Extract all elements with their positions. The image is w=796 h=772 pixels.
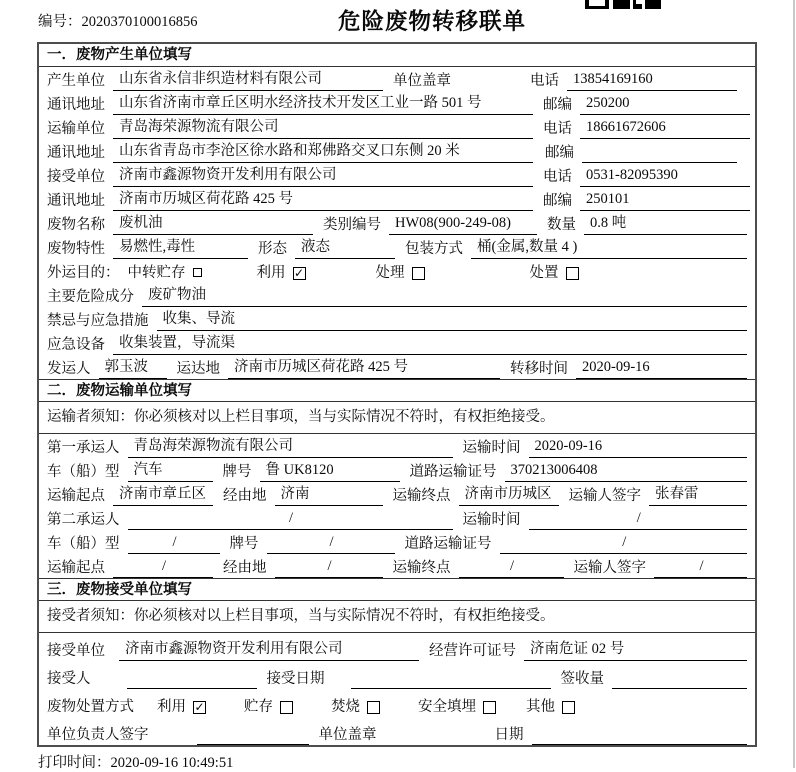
- field-label: 经营许可证号: [429, 643, 516, 659]
- field-label: 单位盖章: [393, 73, 451, 89]
- checkbox-label: 安全填埋: [418, 699, 476, 715]
- field-value: 液态: [295, 238, 395, 259]
- qr-block: [585, 0, 609, 9]
- field-value: /: [113, 557, 213, 578]
- field-value: 济南市历城区荷花路 425 号: [113, 190, 533, 211]
- form-row: [47, 187, 747, 211]
- field-label: 牌号: [229, 536, 259, 552]
- checkbox-field: [157, 698, 206, 717]
- field-label: 通讯地址: [47, 193, 105, 209]
- checkbox-unchecked-icon: [193, 268, 202, 277]
- form-row: [47, 554, 747, 578]
- field-label: 车（船）型: [47, 536, 120, 552]
- field-value: 济南市章丘区: [113, 485, 213, 506]
- field-value: 废矿物油: [142, 286, 747, 307]
- checkbox-label: 其他: [526, 699, 555, 715]
- field-value: 370213006408: [505, 461, 748, 482]
- field-value: /: [267, 533, 395, 554]
- form-row: [47, 139, 747, 163]
- field-value: 250101: [580, 190, 750, 211]
- field-label: 第二承运人: [47, 512, 120, 528]
- form-row: [47, 506, 747, 530]
- field-value: [582, 143, 737, 163]
- form-row: [47, 115, 747, 139]
- checkbox-field: [530, 264, 579, 283]
- section-2-heading: 二．废物运输单位填写: [39, 379, 755, 402]
- field-label: 运输终点: [392, 560, 451, 576]
- field-label: 单位负责人签字: [47, 727, 149, 743]
- checkbox-label: 焚烧: [331, 699, 360, 715]
- field-value: [127, 669, 257, 689]
- field-value: [532, 725, 748, 745]
- checkbox-unchecked-icon: [280, 701, 293, 714]
- field-value: /: [128, 509, 453, 530]
- field-label: 发运人: [47, 361, 91, 377]
- field-value: 18661672606: [580, 118, 750, 139]
- form-title: 危险废物转移联单: [337, 9, 526, 34]
- field-label: 电话: [530, 73, 559, 89]
- field-value: /: [500, 533, 748, 554]
- field-value: 郭玉波: [99, 358, 167, 379]
- checkbox-unchecked-icon: [566, 267, 579, 280]
- field-value: 济南市历城区荷花路 425 号: [228, 358, 500, 379]
- field-label: 接受人: [47, 671, 91, 687]
- form-row: [47, 259, 747, 283]
- field-value: 济南市鑫源物资开发利用有限公司: [113, 166, 533, 187]
- section-1-heading: 一．废物产生单位填写: [39, 44, 755, 67]
- checkbox-field: [376, 264, 425, 283]
- form-table: [37, 42, 757, 747]
- field-value: /: [529, 509, 748, 530]
- field-label: 电话: [543, 121, 572, 137]
- form-row: [47, 91, 747, 115]
- field-value: 收集装置，导流渠: [113, 334, 747, 355]
- field-value: 张春雷: [649, 485, 747, 506]
- qr-block: [613, 0, 630, 9]
- field-value: /: [459, 557, 564, 578]
- field-label: 运输人签字: [568, 488, 641, 504]
- field-label: 运输起点: [47, 488, 105, 504]
- form-row: [47, 355, 747, 379]
- field-label: 第一承运人: [47, 440, 120, 456]
- section-3-notice: 接受者须知：你必须核对以上栏目事项，当与实际情况不符时，有权拒绝接受。: [39, 601, 755, 633]
- field-value: HW08(900-249-08): [389, 214, 537, 235]
- field-value: 2020-09-16: [576, 358, 747, 379]
- print-time-value: 2020-09-16 10:49:51: [110, 755, 234, 771]
- field-value: 250200: [580, 94, 750, 115]
- section-2-notice: 运输者须知：你必须核对以上栏目事项，当与实际情况不符时，有权拒绝接受。: [39, 402, 755, 434]
- form-row: [47, 717, 747, 745]
- checkbox-label: 处理: [375, 265, 405, 281]
- checkbox-field: [526, 698, 575, 717]
- checkbox-checked-icon: ✓: [293, 265, 305, 280]
- section-2-rows: [39, 434, 755, 578]
- field-label: 邮编: [543, 193, 572, 209]
- checkbox-unchecked-icon: [412, 267, 425, 280]
- qr-code-fragment: [585, 0, 665, 9]
- field-label: 废物处置方式: [47, 699, 134, 715]
- form-row: [47, 235, 747, 259]
- field-value: [351, 669, 551, 689]
- field-value: 济南市鑫源物资开发利用有限公司: [119, 640, 419, 661]
- field-label: 日期: [494, 727, 524, 743]
- field-label: 电话: [543, 169, 572, 185]
- field-value: 山东省永信非织造材料有限公司: [113, 70, 383, 91]
- page-edge-line: [793, 0, 795, 768]
- field-label: 废物名称: [47, 217, 105, 233]
- checkbox-unchecked-icon: [367, 701, 380, 714]
- field-label: 运输起点: [47, 560, 105, 576]
- field-value: [197, 725, 309, 745]
- field-label: 通讯地址: [47, 145, 105, 161]
- field-value: 济南危证 02 号: [524, 640, 747, 661]
- form-row: [47, 633, 747, 661]
- print-time-label: 打印时间：: [38, 755, 111, 771]
- checkbox-field: [128, 264, 202, 283]
- field-value: 收集、导流: [157, 310, 748, 331]
- field-value: 桶(金属,数量 4 ): [471, 238, 747, 259]
- form-row: [47, 67, 747, 91]
- field-label: 包装方式: [405, 241, 463, 257]
- field-value: 13854169160: [567, 70, 737, 91]
- checkbox-checked-icon: ✓: [194, 699, 205, 714]
- field-label: 形态: [258, 241, 287, 257]
- field-label: 产生单位: [47, 73, 105, 89]
- form-row: [47, 482, 747, 506]
- field-label: 接受日期: [266, 671, 325, 687]
- field-label: 经由地: [223, 488, 267, 504]
- field-value: [612, 669, 747, 689]
- field-label: 运输单位: [47, 121, 105, 137]
- checkbox-field: [244, 698, 293, 717]
- form-row: [47, 434, 747, 458]
- form-row: [47, 163, 747, 187]
- checkbox-field: [331, 698, 380, 717]
- form-row: [47, 283, 747, 307]
- field-label: 转移时间: [510, 361, 568, 377]
- field-value: 废机油: [113, 214, 313, 235]
- field-label: 废物特性: [47, 241, 105, 257]
- checkbox-label: 利用: [157, 699, 186, 715]
- section-3-rows: [39, 633, 755, 745]
- field-label: 运达地: [176, 361, 220, 377]
- field-value: /: [654, 557, 747, 578]
- field-label: 邮编: [543, 97, 572, 113]
- field-value: 0.8 吨: [584, 214, 747, 235]
- field-value: 鲁 UK8120: [260, 461, 400, 482]
- field-value: 山东省济南市章丘区明水经济技术开发区工业一路 501 号: [113, 94, 533, 115]
- checkbox-label: 贮存: [244, 699, 273, 715]
- form-row: [47, 307, 747, 331]
- field-label: 外运目的：: [47, 265, 120, 281]
- checkbox-field: [257, 264, 306, 283]
- print-time: [38, 751, 233, 772]
- checkbox-field: [418, 698, 496, 717]
- qr-block: [636, 0, 642, 4]
- field-label: 通讯地址: [47, 97, 105, 113]
- checkbox-label: 处置: [529, 265, 559, 281]
- field-label: 运输人签字: [573, 560, 646, 576]
- form-row: [47, 211, 747, 235]
- field-label: 数量: [547, 217, 576, 233]
- field-label: 邮编: [545, 145, 574, 161]
- field-label: 运输终点: [392, 488, 451, 504]
- field-label: 运输时间: [462, 440, 521, 456]
- form-row: [47, 331, 747, 355]
- field-value: 2020-09-16: [529, 437, 748, 458]
- checkbox-unchecked-icon: [562, 701, 575, 714]
- field-label: 接受单位: [47, 643, 105, 659]
- field-value: 山东省青岛市李沧区徐水路和郑佛路交叉口东侧 20 米: [113, 142, 533, 163]
- checkbox-label: 中转贮存: [127, 265, 186, 281]
- field-label: 车（船）型: [47, 464, 120, 480]
- field-value: 青岛海荣源物流有限公司: [128, 437, 453, 458]
- form-row: [47, 458, 747, 482]
- checkbox-unchecked-icon: [483, 701, 496, 714]
- field-label: 道路运输证号: [404, 536, 492, 552]
- form-row: [47, 530, 747, 554]
- field-label: 禁忌与应急措施: [47, 313, 149, 329]
- form-row: [47, 661, 747, 689]
- field-value: /: [275, 557, 383, 578]
- field-value: 济南市历城区: [459, 485, 559, 506]
- field-value: 易燃性,毒性: [113, 238, 248, 259]
- field-label: 经由地: [223, 560, 267, 576]
- field-label: 主要危险成分: [47, 289, 134, 305]
- field-value: 0531-82095390: [580, 166, 750, 187]
- field-label: 牌号: [222, 464, 252, 480]
- field-value: 济南: [275, 485, 383, 506]
- field-label: 签收量: [560, 671, 604, 687]
- field-label: 接受单位: [47, 169, 105, 185]
- field-label: 类别编号: [323, 217, 381, 233]
- serial-label: 编号：: [38, 14, 82, 30]
- form-row: [47, 689, 747, 717]
- qr-block: [645, 0, 661, 9]
- serial-number: 2020370100016856: [81, 14, 198, 30]
- field-value: /: [128, 533, 220, 554]
- section-1-rows: [39, 67, 755, 379]
- field-label: 道路运输证号: [409, 464, 497, 480]
- field-label: 单位盖章: [318, 727, 377, 743]
- field-value: 汽车: [128, 461, 213, 482]
- field-label: 运输时间: [462, 512, 521, 528]
- checkbox-label: 利用: [256, 265, 286, 281]
- section-3-heading: 三．废物接受单位填写: [39, 578, 755, 601]
- field-label: 应急设备: [47, 337, 105, 353]
- field-value: 青岛海荣源物流有限公司: [113, 118, 533, 139]
